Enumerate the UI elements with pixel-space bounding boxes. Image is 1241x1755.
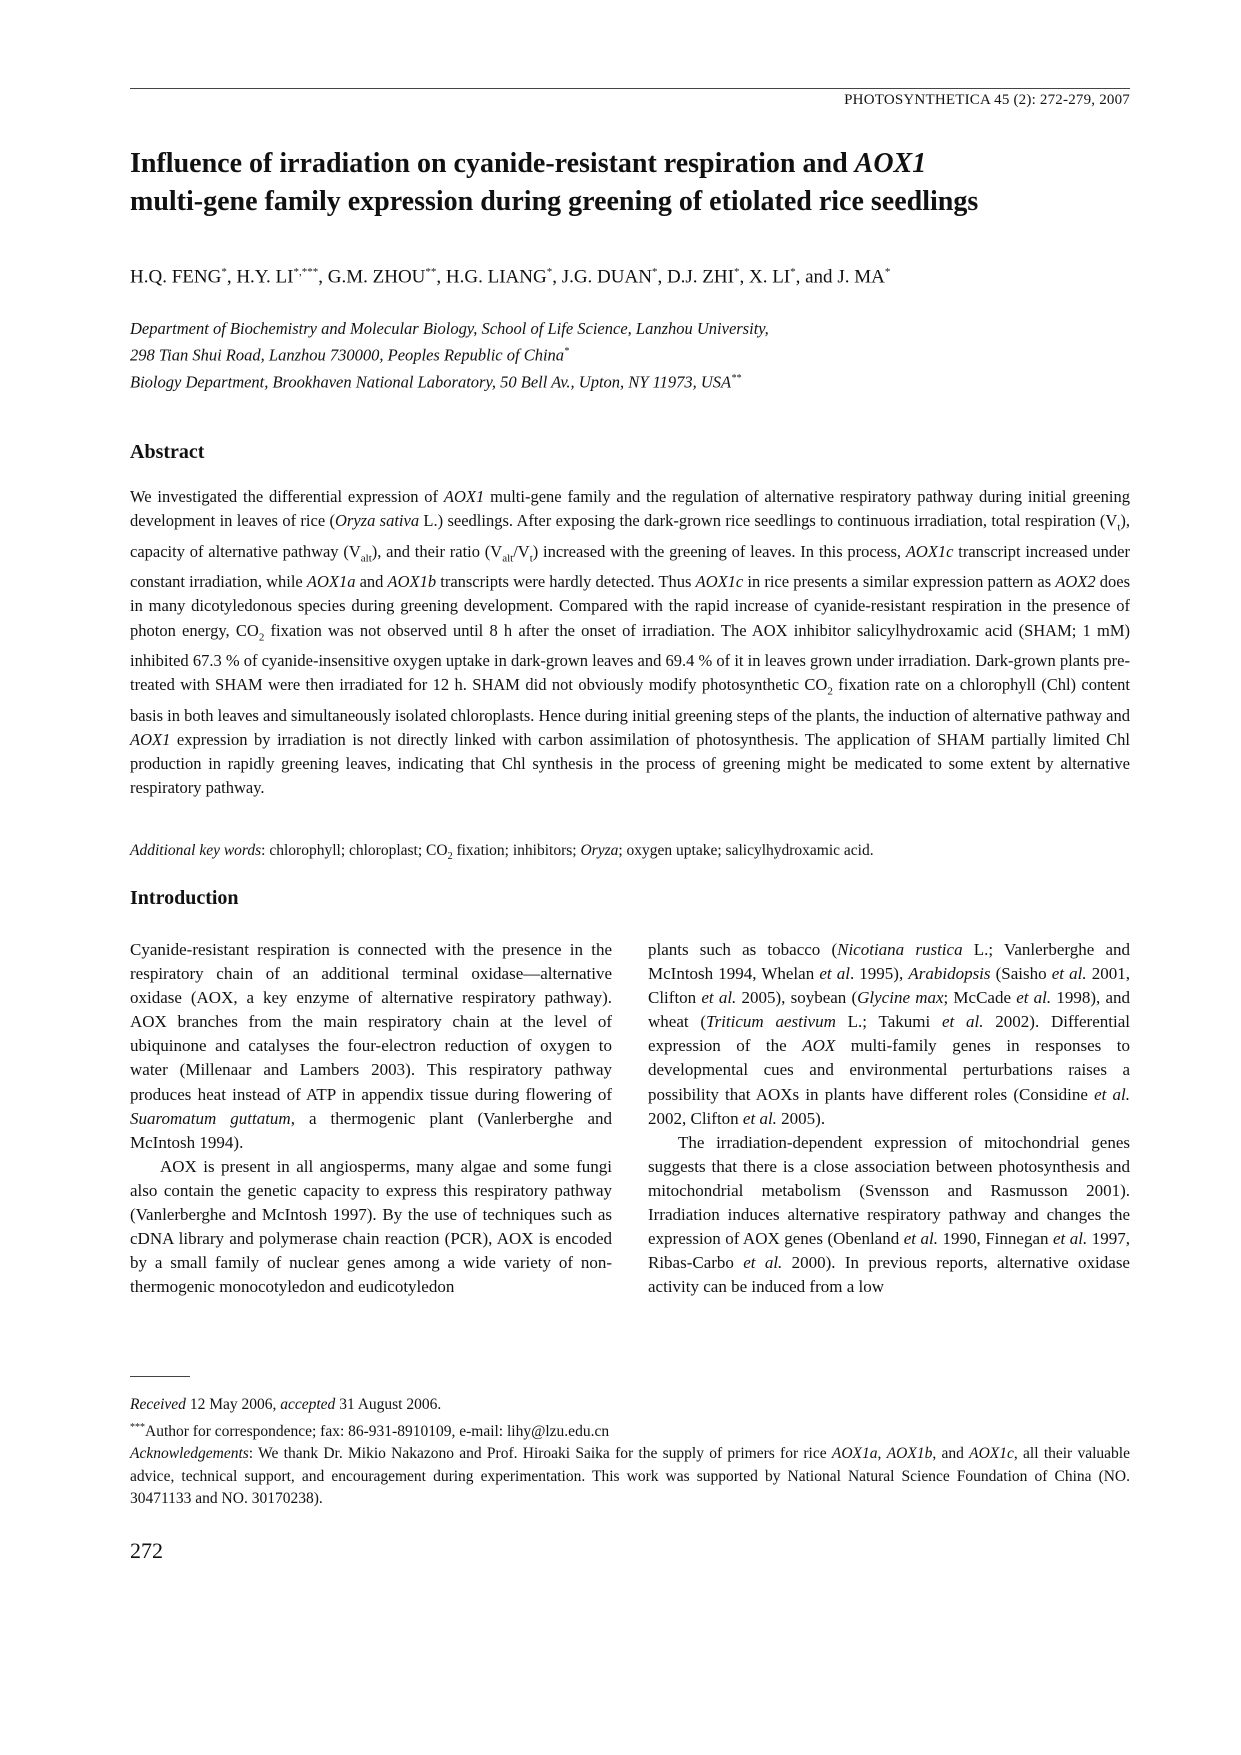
- footnotes: [130, 1394, 1130, 1511]
- intro-paragraph: plants such as tobacco (Nicotiana rustica L.; Vanlerberghe and McIntosh 1994, Whelan et al. 1995), Arabidopsis (Saisho et al. 2001, Clifton et al. 2005), soybean (Glycine max; McCade et al. 1998), and wheat (Triticum aestivum L.; Takumi et al. 2002). Differential expression of the AOX multi-family genes in responses to developmental cues and environmental perturbations raises a possibility that AOXs in plants have different roles (Considine et al. 2002, Clifton et al. 2005).: [648, 940, 1130, 1128]
- keywords: Additional key words: chlorophyll; chloroplast; $CO_2$ fixation; inhibitors; Oryza; oxygen uptake; salicylhydroxamic acid.: [130, 842, 874, 863]
- abstract-heading: Abstract: [130, 441, 205, 463]
- affiliation-line: Department of Biochemistry and Molecular Biology, School of Life Science, Lanzhou University,: [130, 319, 769, 338]
- acknowledgements-note: Acknowledgements: We thank Dr. Mikio Nakazono and Prof. Hiroaki Saika for the supply of primers for rice AOX1a, AOX1b, and AOX1c, all their valuable advice, technical support, and encouragement during experimentation. This work was supported by National Natural Science Foundation of China (NO. 30471133 and NO. 30170238).: [130, 1445, 1130, 1508]
- intro-paragraph: AOX is present in all angiosperms, many algae and some fungi also contain the genetic capacity to express this respiratory pathway (Vanlerberghe and McIntosh 1997). By the use of techniques such as cDNA library and polymerase chain reaction (PCR), AOX is encoded by a small family of nuclear genes among a wide variety of non-thermogenic monocotyledon and eudicotyledon: [130, 1156, 612, 1297]
- received-note: Received 12 May 2006, accepted 31 August 2006.: [130, 1396, 442, 1413]
- footnote-rule: [130, 1376, 190, 1377]
- intro-paragraph: Cyanide-resistant respiration is connected with the presence in the respiratory chain of an additional terminal oxidase—alternative oxidase (AOX, a key enzyme of alternative respiratory pathway). AOX branches from the main respiratory chain at the level of ubiquinone and catalyses the four-electron reduction of oxygen to water (Millenaar and Lambers 2003). This respiratory pathway produces heat instead of ATP in appendix tissue during flowering of Suaromatum guttatum, a thermogenic plant (Vanlerberghe and McIntosh 1994).: [130, 940, 612, 1152]
- intro-paragraph: The irradiation-dependent expression of mitochondrial genes suggests that there is a close association between photosynthesis and mitochondrial metabolism (Svensson and Rasmusson 2001). Irradiation induces alternative respiratory pathway and changes the expression of AOX genes (Obenland et al. 1990, Finnegan et al. 1997, Ribas-Carbo et al. 2000). In previous reports, alternative oxidase activity can be induced from a low: [648, 1132, 1130, 1297]
- journal-citation: PHOTOSYNTHETICA 45 (2): 272-279, 2007: [844, 92, 1130, 108]
- affiliation-line: Biology Department, Brookhaven National Laboratory, 50 Bell Av., Upton, NY 11973, USA**: [130, 372, 742, 391]
- abstract-text: We investigated the differential expression of AOX1 multi-gene family and the regulation of alternative respiratory pathway during initial greening development in leaves of rice (Oryza sativa L.) seedlings. After exposing the dark-grown rice seedlings to continuous irradiation, total respiration $(V_t)$, capacity of alternative pathway $(V_{alt})$, and their ratio $(V_{alt}/V_t)$ increased with the greening of leaves. In this process, AOX1c transcript increased under constant irradiation, while AOX1a and AOX1b transcripts were hardly detected. Thus AOX1c in rice presents a similar expression pattern as AOX2 does in many dicotyledonous species during greening development. Compared with the rapid increase of cyanide-resistant respiration in the presence of photon energy, $CO_2$ fixation was not observed until 8 h after the onset of irradiation. The AOX inhibitor salicylhydroxamic acid (SHAM; 1 mM) inhibited 67.3 % of cyanide-insensitive oxygen uptake in dark-grown leaves and 69.4 % of it in leaves grown under irradiation. Dark-grown plants pre-treated with SHAM were then irradiated for 12 h. SHAM did not obviously modify photosynthetic $CO_2$ fixation rate on a chlorophyll (Chl) content basis in both leaves and simultaneously isolated chloroplasts. Hence during initial greening steps of the plants, the induction of alternative pathway and AOX1 expression by irradiation is not directly linked with carbon assimilation of photosynthesis. The application of SHAM partially limited Chl production in rapidly greening leaves, indicating that Chl synthesis in the process of greening might be medicated to some extent by alternative respiratory pathway.: [130, 487, 1131, 798]
- paper-title: Influence of irradiation on cyanide-resistant respiration and AOX1 multi-gene family expression during greening of etiolated rice seedlings: [130, 148, 979, 217]
- author-list: H.Q. FENG*, H.Y. LI*,***, G.M. ZHOU**, H.G. LIANG*, J.G. DUAN*, D.J. ZHI*, X. LI*, and J. MA*: [130, 266, 891, 288]
- introduction-heading: Introduction: [130, 887, 239, 909]
- page-number: 272: [130, 1538, 163, 1563]
- header-rule: [130, 88, 1130, 89]
- correspondence-note: ***Author for correspondence; fax: 86-931-8910109, e-mail: lihy@lzu.edu.cn: [130, 1421, 610, 1440]
- intro-right-column: [648, 938, 1130, 1299]
- affiliations: [130, 317, 769, 393]
- intro-left-column: [130, 938, 612, 1299]
- affiliation-line: 298 Tian Shui Road, Lanzhou 730000, Peoples Republic of China*: [130, 345, 570, 365]
